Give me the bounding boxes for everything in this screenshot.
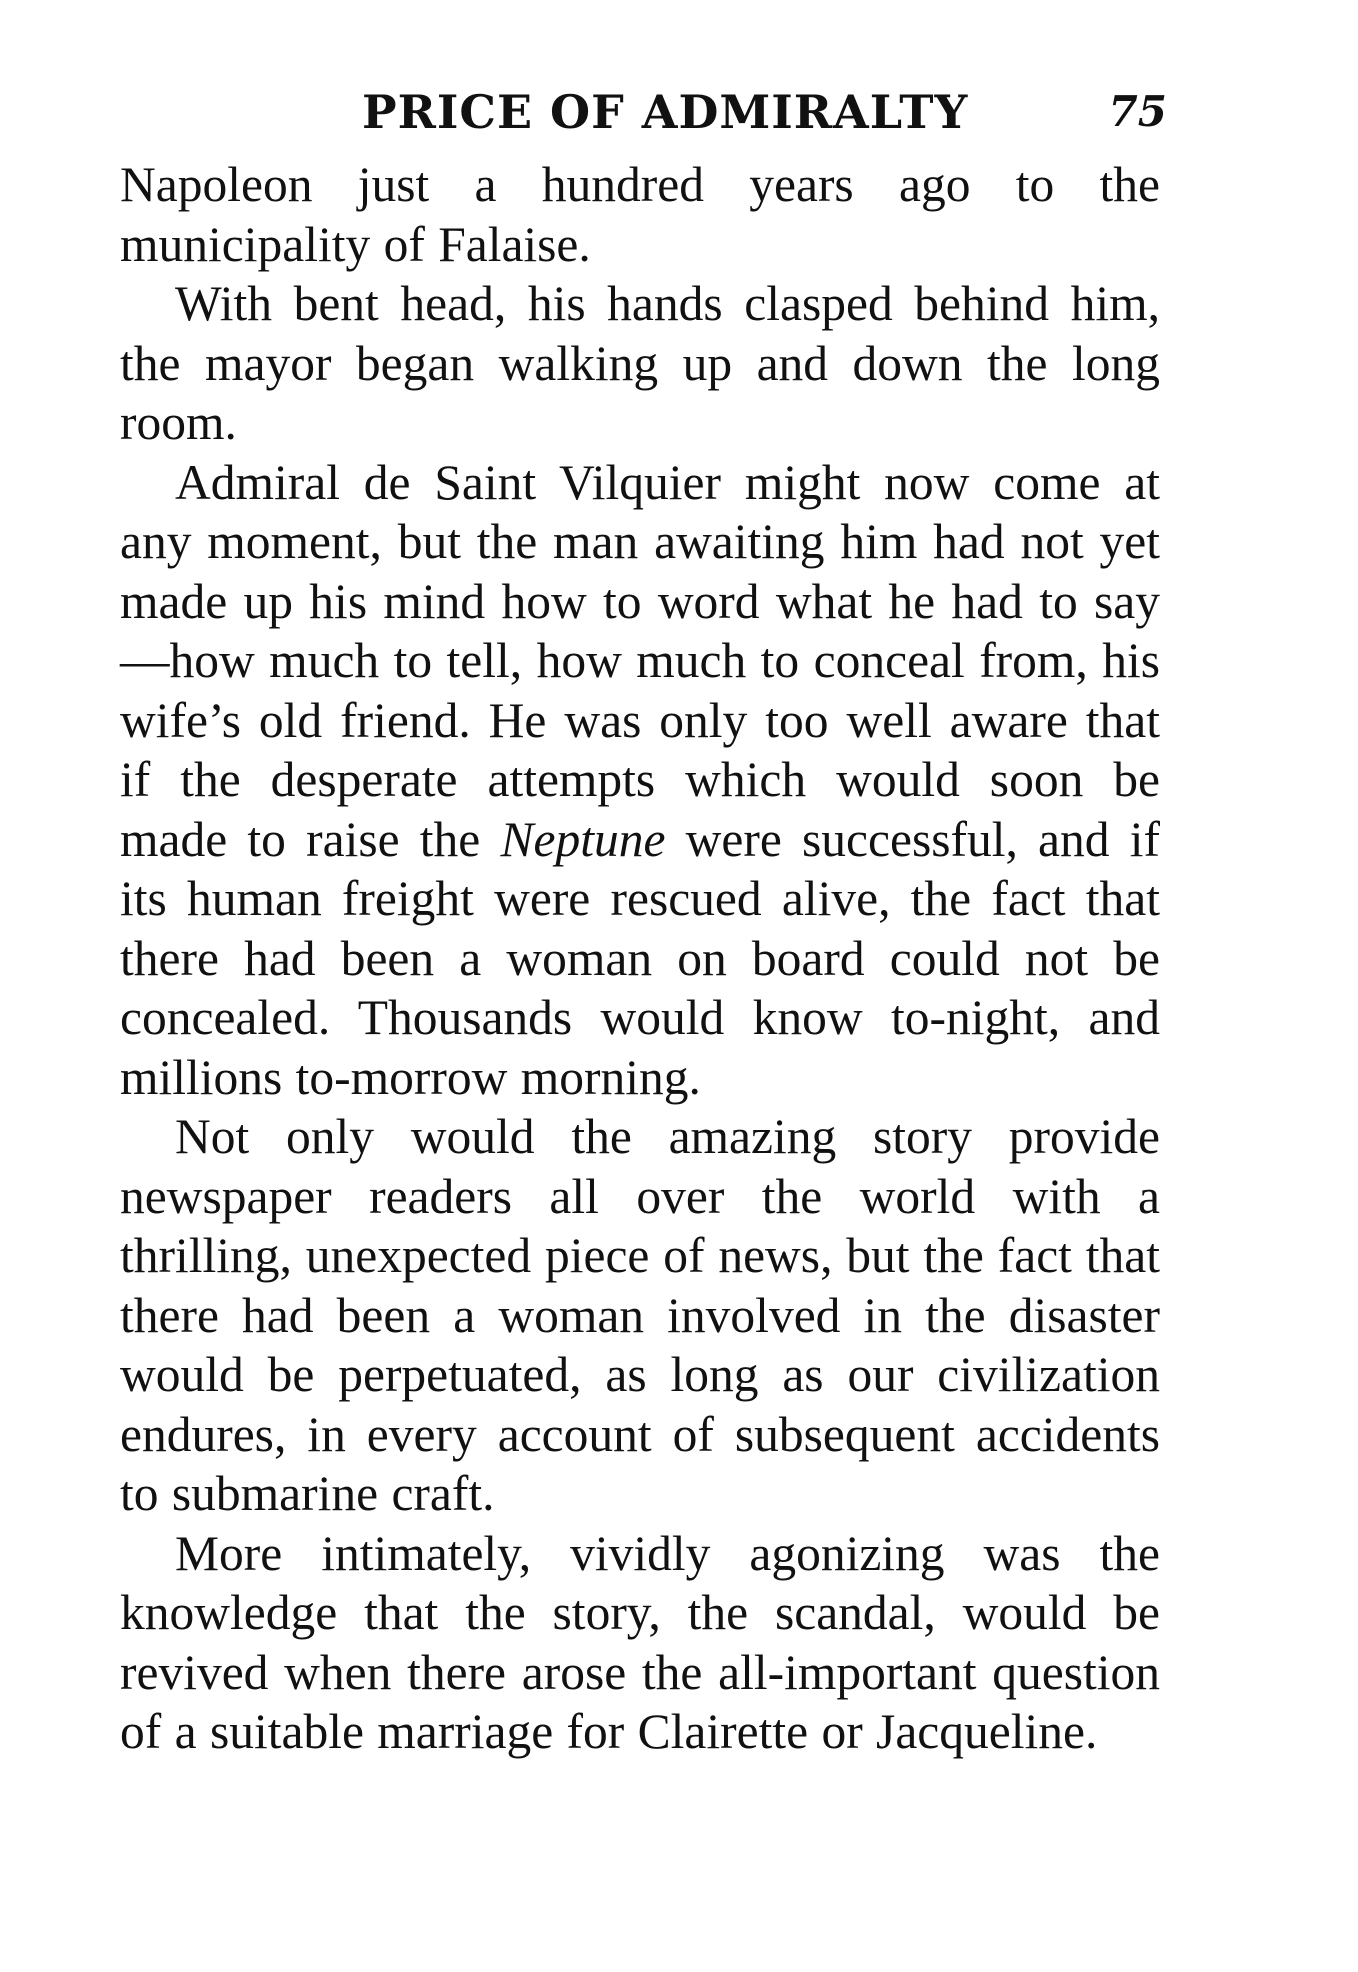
page-number: 75 bbox=[1108, 87, 1167, 136]
paragraph: Not only would the amazing story provide newspaper readers all over the world with a thrilling, unexpected piece of news, but the fact that there had been a woman involved in the disaster would be perpetuated, as long as our civilization endures, in every account of subsequent accidents to submarine craft. bbox=[120, 1109, 1160, 1521]
paragraph: More intimately, vividly agonizing was the knowledge that the story, the scandal, would be revived when there arose the all-important question of a suitable marriage for Clairette or Jacqueline. bbox=[120, 1525, 1160, 1759]
page-header bbox=[122, 82, 1167, 142]
paragraph-text-before-italic: Admiral de Saint Vilquier might now come at any moment, but the man awaiting him had not yet made up his mind how to word what he had to say—how much to tell, how much to conceal from, his wife’s old friend. He was only too well aware that if the desperate attempts which would soon be made to raise the bbox=[120, 454, 1160, 867]
paragraph-continuation: Napoleon just a hundred years ago to the municipality of Falaise. bbox=[120, 157, 1160, 272]
paragraph: With bent head, his hands clasped behind him, the mayor began walking up and down the long room. bbox=[120, 276, 1160, 450]
ship-name-italic: Neptune bbox=[500, 811, 666, 867]
running-title: PRICE OF ADMIRALTY bbox=[362, 85, 969, 139]
paragraph-text-after-italic: were successful, and if its human freight were rescued alive, the fact that there had been a woman on board could not be concealed. Thousands would know to-night, and millions to-morrow morning. bbox=[120, 811, 1160, 1105]
paragraph bbox=[120, 453, 1160, 1108]
body-text bbox=[120, 155, 1160, 1762]
